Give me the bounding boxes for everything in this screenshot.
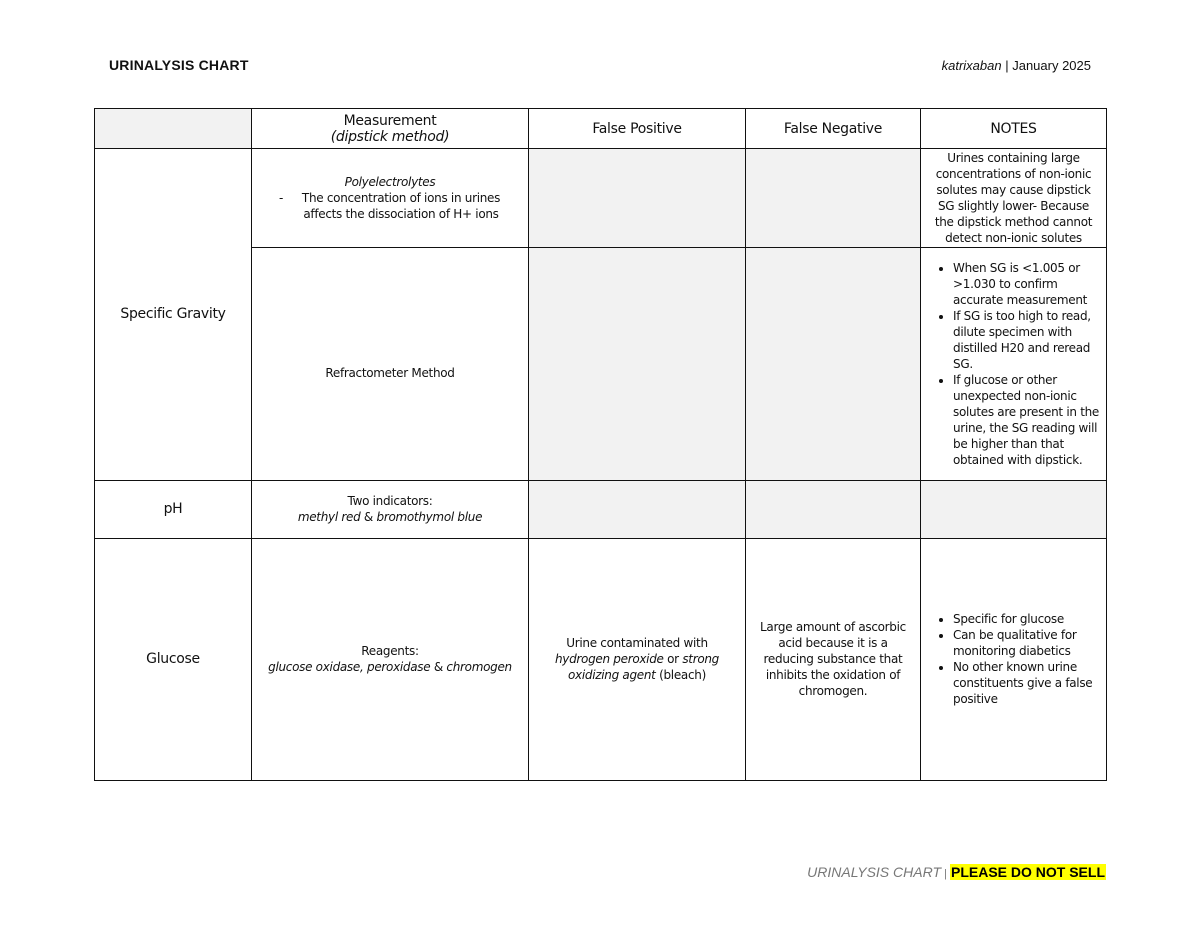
ph-false-positive <box>529 480 746 538</box>
meta-separator: | <box>1001 58 1013 73</box>
list-item: • If glucose or other unexpected non-ionic solutes are present in the urine, the SG reading will be higher than that obtained with dipstick. <box>953 372 1102 468</box>
list-item: • Can be qualitative for monitoring diabetics <box>953 627 1102 659</box>
sg-refractometer-notes <box>921 248 1107 480</box>
ph-false-negative <box>746 480 921 538</box>
header-row <box>95 109 1107 149</box>
glucose-reagent-1: glucose oxidase, peroxidase <box>268 660 431 675</box>
sg-refractometer-false-positive <box>529 248 746 480</box>
footer-title: URINALYSIS CHART <box>807 864 941 880</box>
col-false-positive: False Positive <box>529 109 746 149</box>
document-meta <box>942 58 1091 73</box>
list-item: • If SG is too high to read, dilute specimen with distilled H20 and reread SG. <box>953 308 1102 372</box>
glucose-fp-bleach: (bleach) <box>655 668 706 683</box>
do-not-sell-notice: PLEASE DO NOT SELL <box>950 864 1105 880</box>
glucose-label: Glucose <box>95 538 252 780</box>
glucose-notes <box>921 538 1107 780</box>
ph-row <box>95 480 1107 538</box>
page-footer <box>807 864 1106 880</box>
ph-amp: & <box>360 510 377 525</box>
glucose-fp-agent-2: strong oxidizing agent <box>568 652 719 683</box>
sg-refractometer-false-negative <box>746 248 921 480</box>
document-date: January 2025 <box>1012 58 1091 73</box>
ph-line1: Two indicators: <box>347 494 433 509</box>
sg-dipstick-false-positive <box>529 149 746 248</box>
dash-marker: - <box>279 191 284 206</box>
glucose-line2 <box>258 659 522 675</box>
list-item: • When SG is <1.005 or >1.030 to confirm accurate measurement <box>953 260 1102 308</box>
footer-separator: | <box>941 868 950 880</box>
col-notes: NOTES <box>921 109 1107 149</box>
sg-dipstick-title: Polyelectrolytes <box>344 175 436 190</box>
sg-dipstick-text: The concentration of ions in urines affects the dissociation of H+ ions <box>301 191 501 222</box>
col-measurement-label: Measurement <box>343 112 437 129</box>
glucose-fp-or: or <box>663 652 683 667</box>
ph-notes <box>921 480 1107 538</box>
ph-indicator-2: bromothymol blue <box>376 510 483 525</box>
ph-measurement <box>252 480 529 538</box>
sg-dipstick-row <box>95 149 1107 248</box>
glucose-fp-agent-1: hydrogen peroxide <box>554 652 664 667</box>
author-name: katrixaban <box>941 58 1002 73</box>
glucose-row <box>95 538 1107 780</box>
glucose-line1: Reagents: <box>361 644 419 659</box>
sg-label: Specific Gravity <box>95 149 252 480</box>
glucose-false-positive <box>529 538 746 780</box>
sg-dipstick-measurement <box>252 149 529 248</box>
list-item: • No other known urine constituents give a false positive <box>953 659 1102 707</box>
ph-line2 <box>258 509 522 525</box>
col-measurement-sub: (dipstick method) <box>330 128 450 145</box>
col-measurement <box>252 109 529 149</box>
ph-label: pH <box>95 480 252 538</box>
glucose-measurement <box>252 538 529 780</box>
glucose-fp-line2 <box>535 651 739 683</box>
sg-dipstick-point <box>258 190 522 222</box>
corner-cell <box>95 109 252 149</box>
list-item: • Specific for glucose <box>953 611 1102 627</box>
glucose-amp: & <box>430 660 447 675</box>
sg-dipstick-notes: Urines containing large concentrations of non-ionic solutes may cause dipstick SG slightly lower- Because the dipstick method cannot detect non-ionic solutes <box>921 149 1107 248</box>
document-title: URINALYSIS CHART <box>109 57 249 73</box>
glucose-false-negative: Large amount of ascorbic acid because it is a reducing substance that inhibits the oxidation of chromogen. <box>746 538 921 780</box>
glucose-notes-list <box>925 611 1102 707</box>
sg-notes-list <box>925 260 1102 468</box>
sg-refractometer-measurement: Refractometer Method <box>252 248 529 480</box>
glucose-reagent-2: chromogen <box>446 660 512 675</box>
ph-indicator-1: methyl red <box>297 510 361 525</box>
glucose-fp-line1: Urine contaminated with <box>566 636 708 651</box>
col-false-negative: False Negative <box>746 109 921 149</box>
urinalysis-table <box>94 108 1107 781</box>
sg-dipstick-false-negative <box>746 149 921 248</box>
